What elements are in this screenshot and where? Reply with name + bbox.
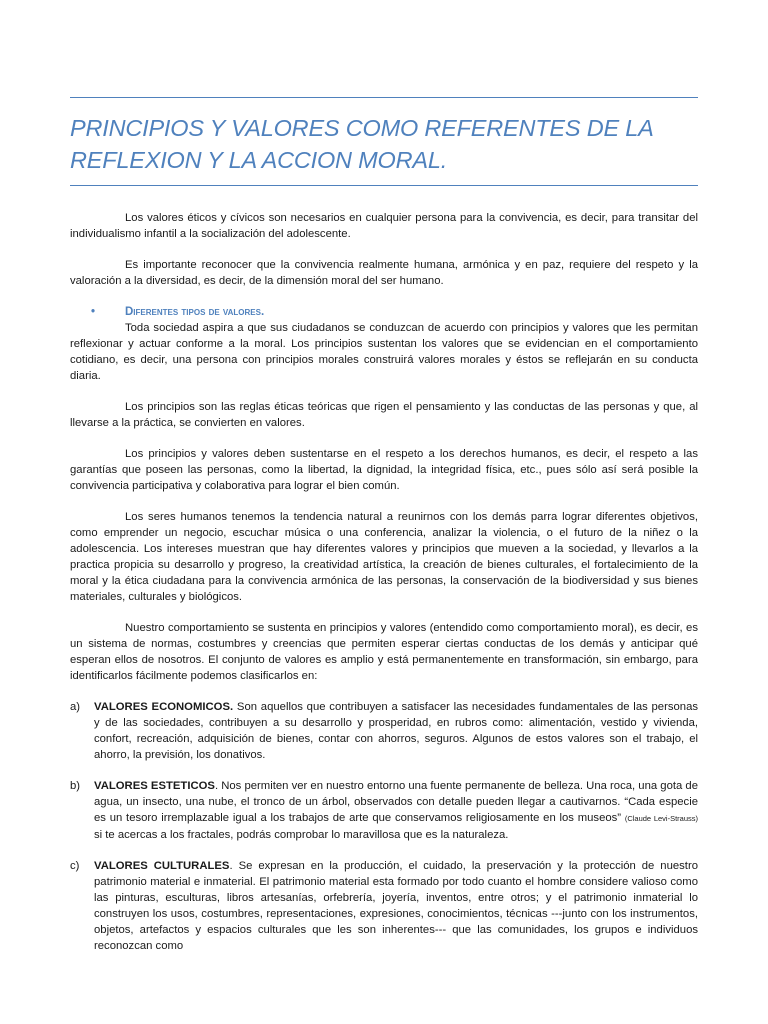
list-item-text: . Nos permiten ver en nuestro entorno una fuente permanente de belleza. Una roca, una gota de agua, un insecto, una nube, el tronco de un árbol, observados con detalle pueden llegar a cautivarnos. “Cada especie es un tesoro irremplazable igual a los trabajos de arte que conservamos religiosamente en los museos” <box>94 780 698 824</box>
citation: (Claude Levi-Strauss) <box>624 814 698 823</box>
document-body <box>70 210 698 969</box>
section-heading-text: Diferentes tipos de valores. <box>125 306 265 318</box>
paragraph-1: Toda sociedad aspira a que sus ciudadanos se conduzcan de acuerdo con principios y valores que les permitan reflexionar y actuar conforme a la moral. Los principios sustentan los valores que se evidencian en el comportamiento cotidiano, es decir, una persona con principios morales construirá valores morales y éstos se reflejarán en su conducta diaria. <box>70 322 698 382</box>
list-item-text: Son aquellos que contribuyen a satisfacer las necesidades fundamentales de las personas y de las sociedades, contribuyen a su desarrollo y prosperidad, en rubros como: alimentación, vestido y vivienda, confort, recreación, adquisición de bienes, contar con ahorros, seguros. Algunos de estos valores son el trabajo, el ahorro, la previsión, los donativos. <box>94 701 699 761</box>
title-rule-top <box>70 97 698 98</box>
list-item-term: VALORES ESTETICOS <box>94 780 215 792</box>
paragraph-4: Los seres humanos tenemos la tendencia natural a reunirnos con los demás parra lograr diferentes objetivos, como emprender un negocio, escuchar música o una conferencia, analizar la violencia, o el futuro de la niñez o la adolescencia. Los intereses muestran que hay diferentes valores y principios que mueven a la sociedad, y llevarlos a la practica propicia su desarrollo y progreso, la creatividad artística, la creación de bienes culturales, el fortalecimiento de la moral y la ética ciudadana para la convivencia armónica de las personas, la conservación de la biodiversidad y sus bienes materiales, culturales y biológicos. <box>70 511 698 603</box>
list-item-text: . Se expresan en la producción, el cuidado, la preservación y la protección de nuestro patrimonio material e inmaterial. El patrimonio material esta formado por todo cuanto el hombre considere valioso como las pinturas, esculturas, libros artesanías, orfebrería, joyería, inventos, entre otros; y el patrimonio inmaterial lo construyen los usos, costumbres, representaciones, expresiones, conocimientos, técnicas ---junto con los instrumentos, objetos, artefactos y espacios culturales que les son inherentes--- que las comunidades, los grupos e individuos reconozcan como <box>94 860 698 952</box>
list-marker: b) <box>70 780 81 792</box>
bullet-icon: • <box>91 306 96 318</box>
paragraph-intro-2: Es importante reconocer que la convivencia realmente humana, armónica y en paz, requiere del respeto y la valoración a la diversidad, es decir, de la dimensión moral del ser humano. <box>70 259 698 287</box>
paragraph-intro-1: Los valores éticos y cívicos son necesarios en cualquier persona para la convivencia, es decir, para transitar del individualismo infantil a la socialización del adolescente. <box>70 212 698 240</box>
paragraph-5: Nuestro comportamiento se sustenta en principios y valores (entendido como comportamiento moral), es decir, es un sistema de normas, costumbres y creencias que permiten esperar ciertas conductas de los demás y anticipar qué esperan ellos de nosotros. El conjunto de valores es amplio y está permanentemente en transformación, sin embargo, para identificarlos fácilmente podemos clasificarlos en: <box>70 622 698 682</box>
document-title: PRINCIPIOS Y VALORES COMO REFERENTES DE LA REFLEXION Y LA ACCION MORAL. <box>70 115 653 173</box>
paragraph-2: Los principios son las reglas éticas teóricas que rigen el pensamiento y las conductas de las personas y que, al llevarse a la práctica, se convierten en valores. <box>70 401 698 429</box>
title-rule-bottom <box>70 185 698 186</box>
paragraph-3: Los principios y valores deben sustentarse en el respeto a los derechos humanos, es decir, el respeto a las garantías que poseen las personas, como la libertad, la dignidad, la integridad física, etc., pues sólo así será posible la convivencia participativa y colaborativa para lograr el bien común. <box>70 448 698 492</box>
list-item-term: VALORES ECONOMICOS. <box>94 701 234 713</box>
list-item-economicos <box>70 699 698 763</box>
section-heading <box>70 304 698 320</box>
list-marker: a) <box>70 701 81 713</box>
list-item-term: VALORES CULTURALES <box>94 860 230 872</box>
list-item-culturales <box>70 858 698 954</box>
list-item-tail: si te acercas a los fractales, podrás comprobar lo maravillosa que es la naturaleza. <box>94 829 509 841</box>
list-item-esteticos <box>70 778 698 843</box>
list-marker: c) <box>70 860 80 872</box>
